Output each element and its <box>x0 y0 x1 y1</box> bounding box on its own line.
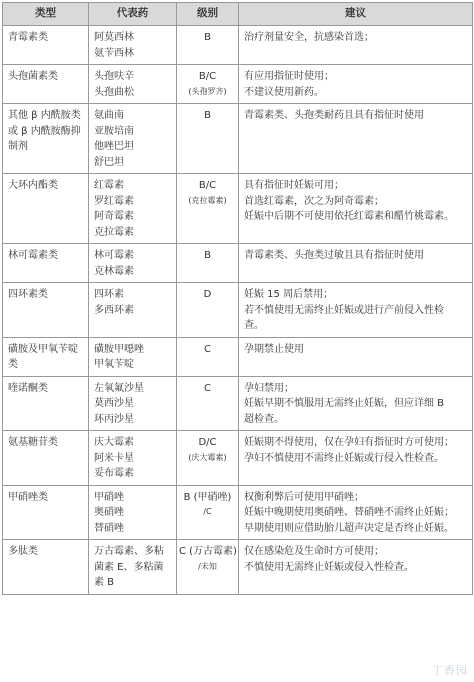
advice-cell <box>239 337 473 376</box>
advice-text: 权衡利弊后可使用甲硝唑； <box>244 491 364 503</box>
category-text: 或 β 内酰胺酶抑 <box>8 125 81 137</box>
table-row <box>3 26 473 65</box>
table-row <box>3 283 473 338</box>
level-value: D <box>203 289 212 300</box>
drugs-cell <box>89 26 177 65</box>
category-cell <box>3 485 89 540</box>
level-cell <box>177 337 239 376</box>
category-text: 磺胺及甲氧苄啶类 <box>8 343 78 370</box>
category-text: 其他 β 内酰胺类 <box>8 110 81 121</box>
advice-text: 妊娠中晚期使用奥硝唑、替硝唑不需终止妊娠； <box>244 507 454 518</box>
advice-cell <box>239 540 473 595</box>
drugs-cell <box>89 244 177 283</box>
drug-name: 他唑巴坦 <box>94 141 134 152</box>
drug-name: 阿奇霉素 <box>94 211 134 222</box>
advice-cell <box>239 26 473 65</box>
drug-name: 克拉霉素 <box>94 226 134 238</box>
level-value: B <box>204 110 211 121</box>
category-cell <box>3 337 89 376</box>
drug-name: 妥布霉素 <box>94 468 134 479</box>
drug-name: 替硝唑 <box>94 522 124 534</box>
advice-text: 早期使用则应借助胎儿超声决定是否终止妊娠。 <box>244 522 454 534</box>
drug-name: 莫西沙星 <box>94 398 134 409</box>
header-row <box>3 3 473 26</box>
level-note: (克拉霉素) <box>188 195 227 205</box>
drug-name: 庆大霉素 <box>94 437 134 448</box>
advice-text: 仅在感染危及生命时方可使用； <box>244 546 384 557</box>
drug-name: 罗红霉素 <box>94 195 134 207</box>
drugs-cell <box>89 283 177 338</box>
drug-name: 克林霉素 <box>94 265 134 277</box>
drugs-cell <box>89 104 177 174</box>
level-value: D/C <box>198 437 217 448</box>
drug-name: 林可霉素 <box>94 250 134 261</box>
level-value: B <box>204 32 211 43</box>
header-level: 级别 <box>177 3 239 26</box>
category-cell <box>3 283 89 338</box>
level-cell <box>177 431 239 486</box>
table-row <box>3 65 473 104</box>
category-text: 喹诺酮类 <box>8 382 48 394</box>
drug-name: 左氧氟沙星 <box>94 382 144 394</box>
category-cell <box>3 376 89 431</box>
drug-name: 亚胺培南 <box>94 125 134 137</box>
category-cell <box>3 174 89 244</box>
drug-name: 环丙沙星 <box>94 413 134 425</box>
level-cell <box>177 104 239 174</box>
level-value: B <box>204 250 211 261</box>
table-row <box>3 174 473 244</box>
advice-cell <box>239 104 473 174</box>
drug-name: 头孢曲松 <box>94 86 134 98</box>
table-row <box>3 104 473 174</box>
level-note: (头孢罗齐) <box>188 86 227 96</box>
drugs-cell <box>89 376 177 431</box>
advice-text: 治疗剂量安全，抗感染首选； <box>244 32 374 43</box>
advice-text: 孕期禁止使用 <box>244 343 304 355</box>
advice-text: 具有指征时妊娠可用； <box>244 180 344 191</box>
drug-name: 万古霉素、多粘 <box>94 546 164 557</box>
advice-cell <box>239 65 473 104</box>
advice-text: 有应用指征时使用； <box>244 71 334 82</box>
drug-name: 氨曲南 <box>94 110 124 121</box>
table-body <box>3 26 473 595</box>
level-cell <box>177 485 239 540</box>
level-note: /未知 <box>198 561 217 571</box>
drugs-cell <box>89 174 177 244</box>
advice-text: 若不慎使用无需终止妊娠或进行产前侵入性检 <box>244 304 444 316</box>
category-text: 头孢菌素类 <box>8 71 58 82</box>
advice-cell <box>239 283 473 338</box>
drug-name: 阿莫西林 <box>94 32 134 43</box>
advice-text: 首选红霉素，次之为阿奇霉素； <box>244 195 384 207</box>
level-value: B (甲硝唑) <box>183 491 232 503</box>
header-advice: 建议 <box>239 3 473 26</box>
level-value: B/C <box>198 180 217 191</box>
advice-cell <box>239 485 473 540</box>
advice-text: 超检查。 <box>244 413 284 425</box>
drug-name: 氨苄西林 <box>94 47 134 59</box>
level-cell <box>177 26 239 65</box>
category-text: 大环内酯类 <box>8 180 58 191</box>
level-value: B/C <box>198 71 217 82</box>
category-cell <box>3 540 89 595</box>
drug-name: 多西环素 <box>94 304 134 316</box>
level-cell <box>177 376 239 431</box>
drugs-cell <box>89 337 177 376</box>
drug-name: 磺胺甲噁唑 <box>94 343 144 355</box>
category-text: 甲硝唑类 <box>8 491 48 503</box>
advice-text: 孕妇不慎使用不需终止妊娠或行侵入性检查。 <box>244 452 444 464</box>
level-cell <box>177 65 239 104</box>
advice-text: 孕妇禁用； <box>244 382 294 394</box>
level-value: C <box>204 343 211 355</box>
level-note: /C <box>203 507 212 516</box>
advice-cell <box>239 244 473 283</box>
level-cell <box>177 174 239 244</box>
drug-name: 四环素 <box>94 289 124 300</box>
advice-text: 查。 <box>244 320 264 331</box>
drug-name: 菌素 E、多粘菌 <box>94 561 164 573</box>
category-cell <box>3 431 89 486</box>
category-text: 青霉素类 <box>8 32 48 43</box>
category-cell <box>3 65 89 104</box>
advice-text: 妊娠中后期不可使用依托红霉素和醋竹桃霉素。 <box>244 211 454 222</box>
level-cell <box>177 540 239 595</box>
drug-name: 甲硝唑 <box>94 491 124 503</box>
table-row <box>3 244 473 283</box>
drug-name: 红霉素 <box>94 180 124 191</box>
advice-text: 青霉素类、头孢类耐药且具有指征时使用 <box>244 110 424 121</box>
drug-name: 头孢呋辛 <box>94 71 134 82</box>
category-cell <box>3 244 89 283</box>
drugs-cell <box>89 65 177 104</box>
advice-cell <box>239 431 473 486</box>
category-text: 制剂 <box>8 141 28 152</box>
advice-text: 不慎使用无需终止妊娠或侵入性检查。 <box>244 561 414 573</box>
advice-text: 不建议使用新药。 <box>244 86 324 98</box>
table-row <box>3 337 473 376</box>
drugs-cell <box>89 485 177 540</box>
level-value: C <box>204 382 211 394</box>
level-value: C (万古霉素) <box>179 546 237 557</box>
advice-cell <box>239 174 473 244</box>
drug-name: 奥硝唑 <box>94 507 124 518</box>
category-text: 四环素类 <box>8 289 48 300</box>
advice-cell <box>239 376 473 431</box>
advice-text: 妊娠 15 周后禁用； <box>244 289 334 300</box>
drug-name: 舒巴坦 <box>94 156 124 168</box>
category-cell <box>3 104 89 174</box>
category-text: 林可霉素类 <box>8 250 58 261</box>
drugs-cell <box>89 540 177 595</box>
category-cell <box>3 26 89 65</box>
table-row <box>3 431 473 486</box>
drug-name: 素 B <box>94 577 115 588</box>
level-note: (庆大霉素) <box>188 452 227 462</box>
drug-name: 甲氧苄啶 <box>94 359 134 370</box>
watermark-logo: 丁香园 <box>432 664 468 677</box>
advice-text: 妊娠期不得使用，仅在孕妇有指征时方可使用； <box>244 437 454 448</box>
table-row <box>3 540 473 595</box>
level-cell <box>177 244 239 283</box>
advice-text: 青霉素类、头孢类过敏且具有指征时使用 <box>244 250 424 261</box>
header-category: 类型 <box>3 3 89 26</box>
table-row <box>3 485 473 540</box>
drugs-cell <box>89 431 177 486</box>
table-row <box>3 376 473 431</box>
header-drugs: 代表药 <box>89 3 177 26</box>
drug-name: 阿米卡星 <box>94 452 134 464</box>
antibiotic-pregnancy-table <box>2 2 473 595</box>
category-text: 氨基糖苷类 <box>8 437 58 448</box>
category-text: 多肽类 <box>8 546 38 557</box>
advice-text: 妊娠早期不慎服用无需终止妊娠，但应详细 B <box>244 398 445 409</box>
level-cell <box>177 283 239 338</box>
